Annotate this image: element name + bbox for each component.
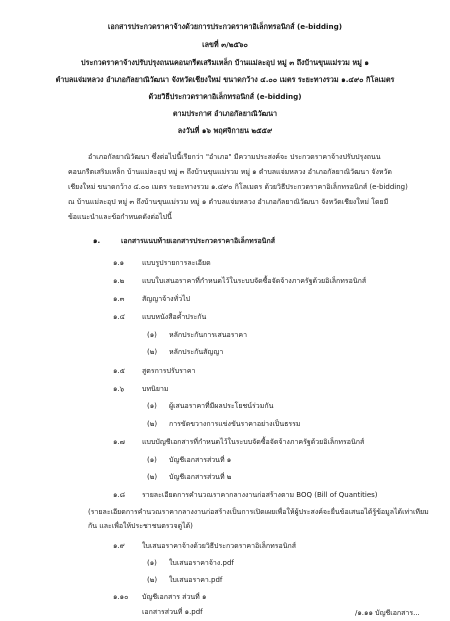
announcement-date: ลงวันที่ ๑๖ พฤศจิกายน ๒๕๕๙	[177, 126, 273, 135]
section-number: ๑.	[93, 237, 101, 245]
subitem-text: ใบเสนอราคาจ้าง.pdf	[169, 559, 234, 567]
item-text: สัญญาจ้างทั่วไป	[142, 295, 191, 303]
document-number: เลขที่ ๓/๒๕๖๐	[202, 40, 248, 49]
subitem-text: หลักประกันการเสนอราคา	[169, 331, 248, 339]
intro-line-3: เชียงใหม่ ขนาดกว้าง ๔.๐๐ เมตร ระยะทางรวม ๑.๔๙๐ กิโลเมตร ด้วยวิธีประกวดราคาอิเล็กทรอนิกส์ (e-bidding)	[68, 183, 408, 191]
item-number: ๑.๖	[113, 385, 125, 393]
intro-line-2: คอนกรีตเสริมเหล็ก บ้านแม่ละอุป หมู่ ๓ ถึงบ้านขุนแม่รวม หมู่ ๑ ตำบลแจ่มหลวง อำเภอกัลยาณิวัฒนา จังหวัด	[68, 168, 392, 176]
subitem-text: การขัดขวางการแข่งขันราคาอย่างเป็นธรรม	[169, 420, 301, 428]
item-text: บัญชีเอกสาร ส่วนที่ ๑	[142, 593, 207, 601]
boq-note-line-2: กัน และเพื่อให้ประชาชนตรวจดูได้)	[88, 522, 193, 530]
subitem-number: (๑)	[147, 331, 157, 339]
item-number: ๑.๒	[113, 277, 125, 285]
intro-line-4: ณ บ้านแม่ละอุป หมู่ ๓ ถึงบ้านขุนแม่รวม หมู่ ๑ ตำบลแจ่มหลวง อำเภอกัลยาณิวัฒนา จังหวัดเชียงใหม่ โดยมี	[68, 198, 389, 206]
announcer-line: ตามประกาศ อำเภอกัลยาณิวัฒนา	[172, 109, 278, 118]
document-title: เอกสารประกวดราคาจ้างด้วยการประกวดราคาอิเล็กทรอนิกส์ (e-bidding)	[107, 22, 343, 31]
subitem-number: (๑)	[147, 402, 157, 410]
subitem-number: (๒)	[147, 576, 158, 584]
subitem-number: (๒)	[147, 420, 158, 428]
item-text: แบบรูปรายการละเอียด	[142, 259, 211, 267]
item-text: แบบหนังสือค้ำประกัน	[142, 313, 207, 321]
section-title: เอกสารแนบท้ายเอกสารประกวดราคาอิเล็กทรอนิกส์	[121, 237, 275, 245]
item-number: ๑.๓	[113, 295, 125, 303]
subitem-text: หลักประกันสัญญา	[169, 348, 224, 356]
boq-note-line-1: (รายละเอียดการคำนวณราคากลางงานก่อสร้างเป็นการเปิดเผยเพื่อให้ผู้ประสงค์จะยื่นข้อเสนอได้รู้ข้อมูลได้เท่าเทียม	[88, 508, 429, 516]
subitem-text: ใบเสนอราคา.pdf	[169, 576, 223, 584]
item-number: ๑.๗	[113, 438, 125, 446]
subitem-text: ผู้เสนอราคาที่มีผลประโยชน์ร่วมกัน	[169, 402, 274, 410]
subitem-text: บัญชีเอกสารส่วนที่ ๑	[169, 456, 232, 464]
item-text: รายละเอียดการคำนวณราคากลางงานก่อสร้างตาม BOQ (Bill of Quantities)	[142, 491, 378, 499]
item-number: ๑.๘	[113, 491, 126, 499]
item-number: ๑.๔	[113, 313, 125, 321]
item-text: ใบเสนอราคาจ้างด้วยวิธีประกวดราคาอิเล็กทรอนิกส์	[142, 542, 297, 550]
continuation-marker: /๑.๑๑ บัญชีเอกสาร...	[355, 609, 420, 617]
subitem-text: บัญชีเอกสารส่วนที่ ๒	[169, 473, 232, 481]
item-number: ๑.๕	[113, 367, 125, 375]
item-number: ๑.๑	[113, 259, 125, 267]
item-number: ๑.๙	[113, 542, 125, 550]
intro-line-1: อำเภอกัลยาณิวัฒนา ซึ่งต่อไปนี้เรียกว่า "อำเภอ" มีความประสงค์จะ ประกวดราคาจ้างปรับปรุงถนน	[88, 153, 381, 161]
subject-line-2: ตำบลแจ่มหลวง อำเภอกัลยาณิวัฒนา จังหวัดเชียงใหม่ ขนาดกว้าง ๔.๐๐ เมตร ระยะทางรวม ๑.๔๙๐ กิโลเมตร	[55, 75, 395, 84]
subitem-number: (๒)	[147, 473, 158, 481]
item-text: แบบใบเสนอราคาที่กำหนดไว้ในระบบจัดซื้อจัดจ้างภาครัฐด้วยอิเล็กทรอนิกส์	[142, 277, 367, 285]
item-number: ๑.๑๐	[113, 593, 129, 601]
subject-line-3: ด้วยวิธีประกวดราคาอิเล็กทรอนิกส์ (e-bidding)	[148, 92, 302, 101]
attachment-filename: เอกสารส่วนที่ ๑.pdf	[142, 608, 203, 616]
item-text: สูตรการปรับราคา	[142, 367, 196, 375]
item-text: บทนิยาม	[142, 385, 169, 393]
subitem-number: (๑)	[147, 456, 157, 464]
item-text: แบบบัญชีเอกสารที่กำหนดไว้ในระบบจัดซื้อจัดจ้างภาครัฐด้วยอิเล็กทรอนิกส์	[142, 438, 365, 446]
subject-line-1: ประกวดราคาจ้างปรับปรุงถนนคอนกรีตเสริมเหล็ก บ้านแม่ละอุป หมู่ ๓ ถึงบ้านขุนแม่รวม หมู่ ๑	[81, 58, 369, 67]
intro-line-5: ข้อแนะนำและข้อกำหนดดังต่อไปนี้	[68, 213, 172, 221]
subitem-number: (๑)	[147, 559, 157, 567]
subitem-number: (๒)	[147, 348, 158, 356]
